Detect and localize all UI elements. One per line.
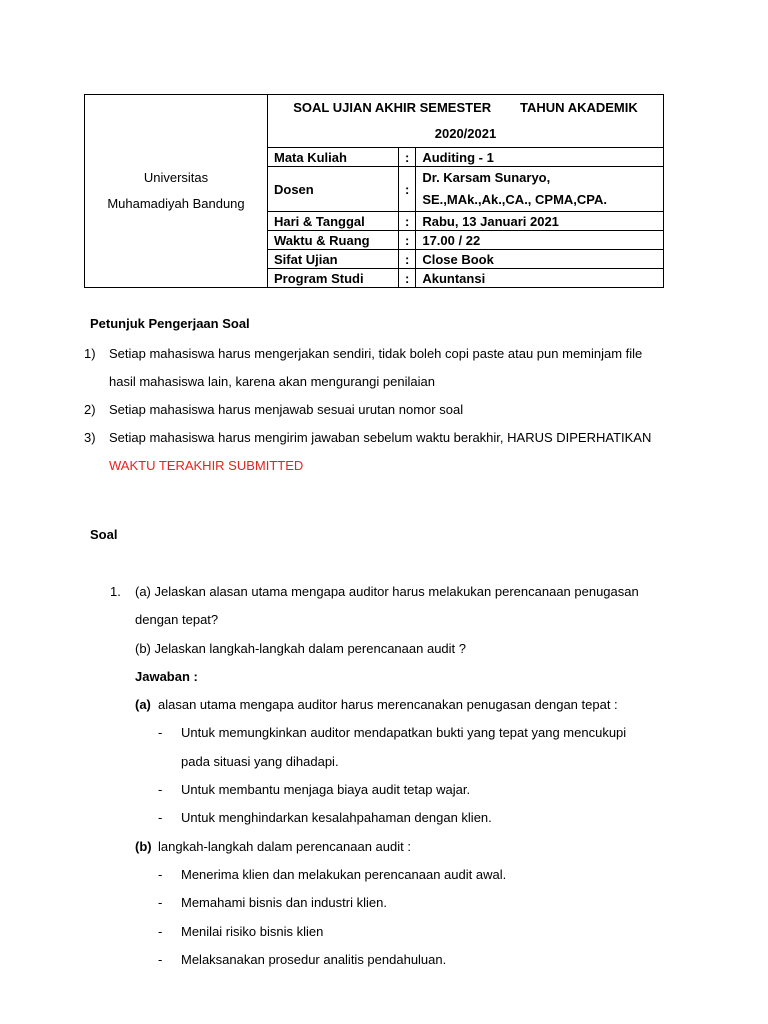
dosen-name-line2: SE.,MAk.,Ak.,CA., CPMA,CPA. [422,192,608,207]
row-label: Mata Kuliah [268,148,399,167]
answer-b-point [110,861,690,889]
instruction-number: 1) [84,346,96,361]
exam-title-line1: SOAL UJIAN AKHIR SEMESTER TAHUN AKADEMIK [293,100,638,115]
row-value: Auditing - 1 [416,148,664,167]
answer-a-intro: alasan utama mengapa auditor harus merencanakan penugasan dengan tepat : [158,697,618,713]
soal-heading: Soal [90,527,118,542]
university-name-line1: Universitas [143,170,209,185]
instructions-list [84,340,684,480]
instructions-heading: Petunjuk Pengerjaan Soal [90,316,250,331]
answer-b-point [110,918,690,946]
bullet-dash: - [158,725,163,741]
answer-b-point-text: Memahami bisnis dan industri klien. [181,895,387,911]
question-b-text: (b) Jelaskan langkah-langkah dalam perencanaan audit ? [135,640,466,656]
answer-a-marker: (a) [135,697,151,713]
submission-deadline-warning: WAKTU TERAKHIR SUBMITTED [109,458,304,473]
dosen-name-line1: Dr. Karsam Sunaryo, [422,170,551,185]
row-colon: : [399,250,416,269]
row-value: 17.00 / 22 [416,231,664,250]
instruction-item [84,340,684,368]
bullet-dash: - [158,923,163,939]
answer-b-marker: (b) [135,838,152,854]
row-value: Close Book [416,250,664,269]
bullet-dash: - [158,951,163,967]
answer-a-point-text: Untuk menghindarkan kesalahpahaman dengan klien. [181,810,492,826]
question-a-text: dengan tepat? [135,612,219,628]
answer-a-point [110,719,690,747]
answer-label: Jawaban : [135,668,198,684]
exam-title-line2: 2020/2021 [434,126,497,141]
answer-b-intro: langkah-langkah dalam perencanaan audit : [158,838,411,854]
answer-a-point-continuation [110,748,690,776]
instruction-text: Setiap mahasiswa harus mengirim jawaban sebelum waktu berakhir, HARUS DIPERHATIKAN [109,430,652,445]
answer-heading-row [110,663,690,691]
question-number: 1. [110,584,121,599]
exam-title-cell [268,95,664,148]
row-value: Rabu, 13 Januari 2021 [416,212,664,231]
instruction-item [84,396,684,424]
question-a-text: (a) Jelaskan alasan utama mengapa auditor harus melakukan perencanaan penugasan [135,584,639,599]
answer-b-point-text: Menerima klien dan melakukan perencanaan audit awal. [181,866,507,882]
instruction-text: hasil mahasiswa lain, karena akan mengurangi penilaian [109,374,435,389]
row-label: Dosen [268,167,399,212]
answer-b-point [110,889,690,917]
row-colon: : [399,212,416,231]
instruction-number: 3) [84,430,96,445]
answer-a-point-text: pada situasi yang dihadapi. [181,753,339,769]
row-label: Waktu & Ruang [268,231,399,250]
row-colon: : [399,148,416,167]
answer-b-point-text: Menilai risiko bisnis klien [181,923,324,939]
instruction-item [84,424,684,452]
university-cell [85,95,268,288]
row-label: Program Studi [268,269,399,288]
answer-a-point [110,804,690,832]
answer-b-point-text: Melaksanakan prosedur analitis pendahuluan. [181,951,447,967]
row-label: Hari & Tanggal [268,212,399,231]
answer-a-point-text: Untuk membantu menjaga biaya audit tetap wajar. [181,782,471,798]
question-a-continuation [110,606,690,634]
answer-b-intro-row [110,833,690,861]
bullet-dash: - [158,895,163,911]
row-value [416,167,664,212]
instruction-text: Setiap mahasiswa harus mengerjakan sendiri, tidak boleh copi paste atau pun meminjam file [109,346,643,361]
row-value: Akuntansi [416,269,664,288]
bullet-dash: - [158,810,163,826]
bullet-dash: - [158,866,163,882]
instruction-item-continuation [84,452,684,480]
row-label: Sifat Ujian [268,250,399,269]
instruction-item-continuation [84,368,684,396]
question-a [110,578,690,606]
question-b [110,635,690,663]
instruction-number: 2) [84,402,96,417]
row-colon: : [399,231,416,250]
exam-header-table [84,94,664,288]
answer-a-point [110,776,690,804]
answer-a-point-text: Untuk memungkinkan auditor mendapatkan bukti yang tepat yang mencukupi [181,725,627,741]
row-colon: : [399,167,416,212]
answer-b-point [110,946,690,974]
answer-a-intro-row [110,691,690,719]
question-block [110,578,690,974]
bullet-dash: - [158,782,163,798]
row-colon: : [399,269,416,288]
instruction-text: Setiap mahasiswa harus menjawab sesuai urutan nomor soal [109,402,464,417]
university-name-line2: Muhamadiyah Bandung [107,196,245,211]
